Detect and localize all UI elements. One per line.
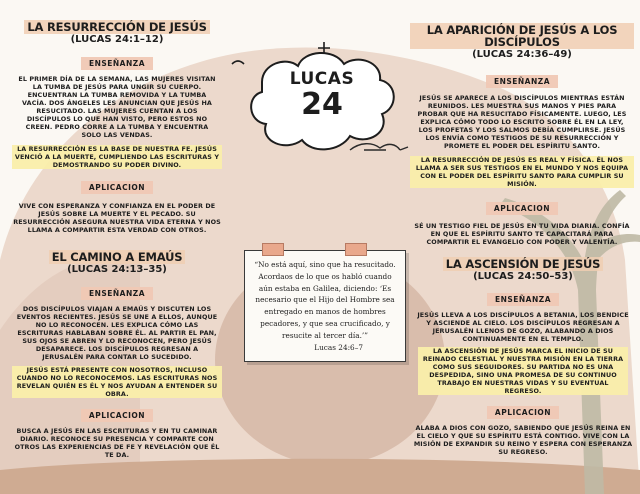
quote-reference: Lucas 24:6–7 bbox=[314, 342, 363, 352]
ensenanza-tag: ENSEÑANZA bbox=[487, 293, 559, 306]
ensenanza-text: JESÚS LLEVA A LOS DISCÍPULOS A BETANIA, LOS BENDICE Y ASCIENDE AL CIELO. LOS DISCÍPULOS REGRESAN A JERUSALÉN LLENOS DE GOZO, ALABANDO A DIOS CONTINUAMENTE EN EL TEMPLO. bbox=[417, 311, 629, 343]
tape-left bbox=[262, 243, 284, 256]
aplicacion-tag: APLICACION bbox=[81, 181, 153, 194]
ensenanza-tag: ENSEÑANZA bbox=[486, 75, 558, 88]
section-ref: (LUCAS 24:13–35) bbox=[67, 264, 167, 275]
ground bbox=[0, 459, 640, 494]
section-title: LA APARICIÓN DE JESÚS A LOS DISCÍPULOS bbox=[410, 23, 634, 49]
section-ref: (LUCAS 24:36–49) bbox=[472, 49, 572, 60]
quote-text: “No está aquí, sino que ha resucitado. Acordaos de lo que os habló cuando aún estaba en Galilea, diciendo: ‘Es necesario que el Hijo del Hombre sea entregado en manos de hombres pecadores, y que sea crucificado, y resucite al tercer día.’” bbox=[254, 260, 396, 340]
section-ref: (LUCAS 24:50–53) bbox=[473, 271, 573, 282]
aplicacion-text: ALABA A DIOS CON GOZO, SABIENDO QUE JESÚS REINA EN EL CIELO Y QUE SU ESPÍRITU ESTÁ CONTIGO. VIVE CON LA MISIÓN DE EXPANDIR SU REINO Y ESPERA CON ESPERANZA SU REGRESO. bbox=[413, 424, 633, 456]
section-emaus bbox=[12, 250, 222, 459]
aplicacion-tag: APLICACION bbox=[81, 409, 153, 422]
highlight-text: LA RESURRECCIÓN ES LA BASE DE NUESTRA FE. JESÚS VENCIÓ A LA MUERTE, CUMPLIENDO LAS ESCRITURAS Y DEMOSTRANDO SU PODER DIVINO. bbox=[12, 145, 222, 169]
aplicacion-text: VIVE CON ESPERANZA Y CONFIANZA EN EL PODER DE JESÚS SOBRE LA MUERTE Y EL PECADO. SU RESURRECCIÓN ASEGURA NUESTRA VIDA ETERNA Y NOS LLAMA A COMPARTIR ESTA VERDAD CON OTROS. bbox=[13, 202, 221, 234]
section-title: LA ASCENSIÓN DE JESÚS bbox=[443, 257, 604, 271]
tape-right bbox=[345, 243, 367, 256]
center-number: 24 bbox=[301, 87, 343, 122]
highlight-text: LA ASCENSIÓN DE JESÚS MARCA EL INICIO DE SU REINADO CELESTIAL Y NUESTRA MISIÓN EN LA TIERRA COMO SUS SEGUIDORES. SU PARTIDA NO ES UNA DESPEDIDA, SINO UNA PROMESA DE SU CONTINUO TRABAJO EN NUESTRAS VIDAS Y SU EVENTUAL REGRESO. bbox=[418, 347, 628, 395]
highlight-text: JESÚS ESTÁ PRESENTE CON NOSOTROS, INCLUSO CUANDO NO LO RECONOCEMOS. LAS ESCRITURAS NOS REVELAN QUIÉN ES ÉL Y NOS AYUDAN A ENTENDER SU OBRA. bbox=[12, 366, 222, 398]
section-resurreccion bbox=[12, 20, 222, 234]
ensenanza-text: DOS DISCÍPULOS VIAJAN A EMAÚS Y DISCUTEN LOS EVENTOS RECIENTES. JESÚS SE UNE A ELLOS, AUNQUE NO LO RECONOCEN. LES EXPLICA CÓMO LAS ESCRITURAS HABLABAN SOBRE ÉL. AL PARTIR EL PAN, SUS OJOS SE ABREN Y LO RECONOCEN, PERO JESÚS DESAPARECE. LOS DISCÍPULOS REGRESAN A JERUSALÉN PARA CONTAR LO SUCEDIDO. bbox=[16, 305, 218, 361]
section-title: LA RESURRECCIÓN DE JESÚS bbox=[24, 20, 209, 34]
aplicacion-tag: APLICACION bbox=[487, 406, 559, 419]
ensenanza-text: JESÚS SE APARECE A LOS DISCÍPULOS MIENTRAS ESTÁN REUNIDOS. LES MUESTRA SUS MANOS Y PIES PARA PROBAR QUE HA RESUCITADO FÍSICAMENTE. LUEGO, LES EXPLICA CÓMO TODO LO ESCRITO SOBRE ÉL EN LA LEY, LOS PROFETAS Y LOS SALMOS DEBÍA CUMPLIRSE. JESÚS LOS ENVÍA COMO TESTIGOS DE SU RESURRECCIÓN Y PROMETE EL PODER DEL ESPÍRITU SANTO. bbox=[417, 94, 627, 150]
center-title bbox=[282, 70, 362, 122]
aplicacion-tag: APLICACION bbox=[486, 202, 558, 215]
aplicacion-text: BUSCA A JESÚS EN LAS ESCRITURAS Y EN TU CAMINAR DIARIO. RECONOCE SU PRESENCIA Y COMPARTE CON OTROS LAS EXPERIENCIAS DE FE Y REVELACIÓN QUE ÉL TE DA. bbox=[14, 427, 220, 459]
ensenanza-tag: ENSEÑANZA bbox=[81, 57, 153, 70]
quote-card bbox=[244, 250, 406, 362]
highlight-text: LA RESURRECCIÓN DE JESÚS ES REAL Y FÍSICA. ÉL NOS LLAMA A SER SUS TESTIGOS EN EL MUNDO Y NOS EQUIPA CON EL PODER DEL ESPÍRITU SANTO PARA CUMPLIR SU MISIÓN. bbox=[410, 156, 634, 188]
section-aparicion bbox=[410, 23, 634, 246]
center-label: LUCAS bbox=[289, 69, 355, 89]
ensenanza-tag: ENSEÑANZA bbox=[81, 287, 153, 300]
aplicacion-text: SÉ UN TESTIGO FIEL DE JESÚS EN TU VIDA DIARIA. CONFÍA EN QUE EL ESPÍRITU SANTO TE CAPACITARÁ PARA COMPARTIR EL EVANGELIO CON PODER Y VALENTÍA. bbox=[414, 222, 630, 246]
section-ref: (LUCAS 24:1–12) bbox=[70, 34, 164, 45]
section-ascension bbox=[412, 257, 634, 456]
section-title: EL CAMINO A EMAÚS bbox=[49, 250, 186, 264]
ensenanza-text: EL PRIMER DÍA DE LA SEMANA, LAS MUJERES VISITAN LA TUMBA DE JESÚS PARA UNGIR SU CUERPO. ENCUENTRAN LA TUMBA REMOVIDA Y LA TUMBA VACÍA. DOS ÁNGELES LES ANUNCIAN QUE JESÚS HA RESUCITADO. LAS MUJERES CUENTAN A LOS DISCÍPULOS LO QUE HAN VISTO, PERO ESTOS NO CREEN. PEDRO CORRE A LA TUMBA Y ENCUENTRA SOLO LAS VENDAS. bbox=[18, 75, 216, 139]
